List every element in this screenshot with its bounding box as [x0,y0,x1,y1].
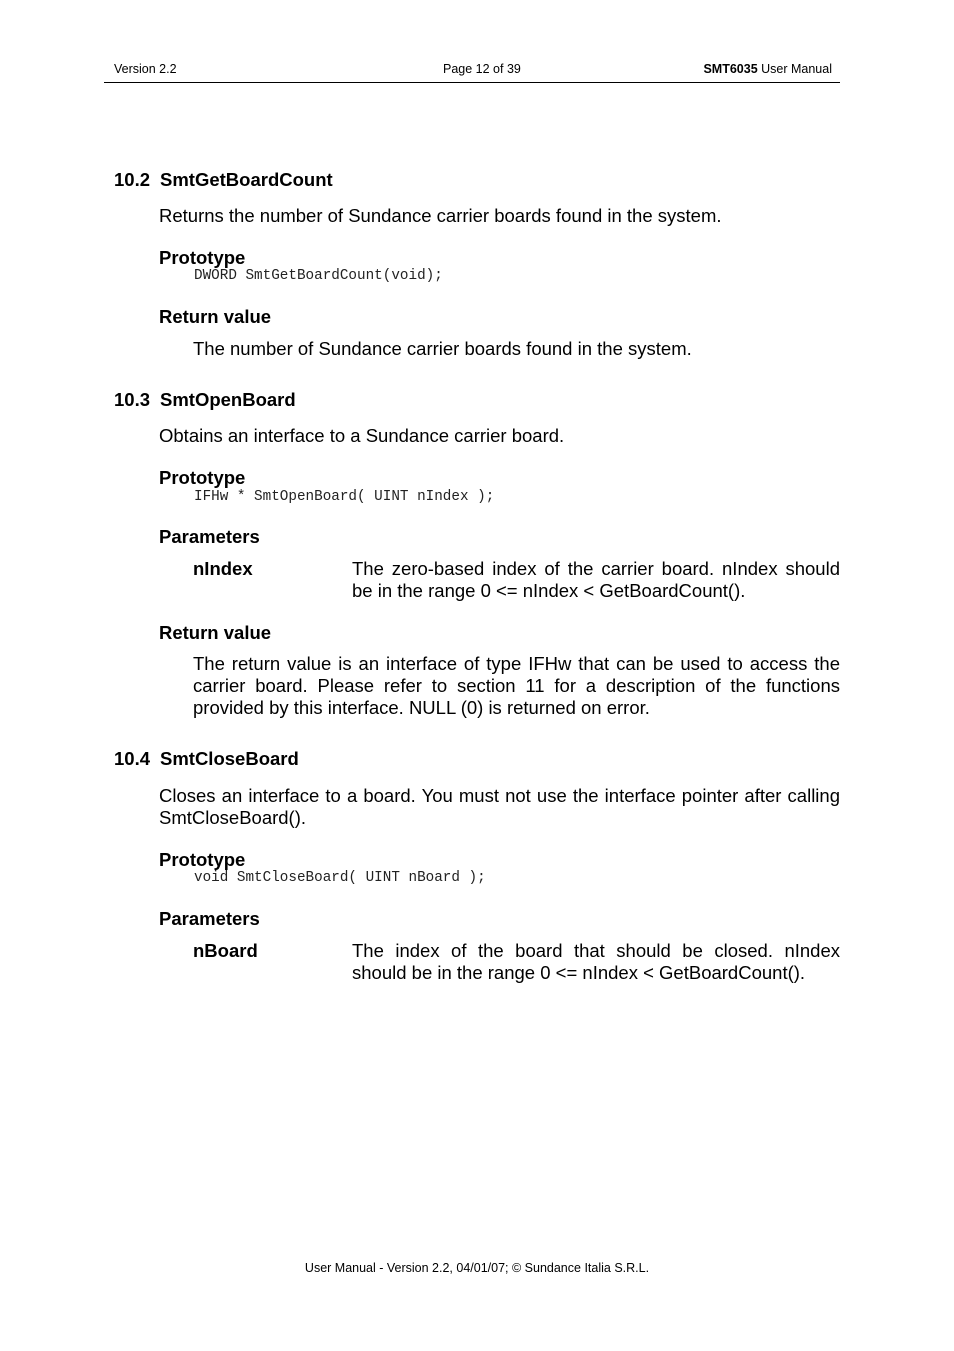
section-title: SmtCloseBoard [160,748,299,769]
section-number: 10.4 [114,748,151,769]
prototype-heading: Prototype [159,247,246,268]
prototype-code: DWORD SmtGetBoardCount(void); [194,268,443,284]
return-value-text: The return value is an interface of type IFHw that can be used to access the carrier board. Please refer to section 11 for a description of the functions provided by this interface. NULL (0) is returned on error. [193,653,840,718]
parameters-heading: Parameters [159,526,260,547]
parameter-name: nBoard [193,940,258,961]
header-product: SMT6035 [703,62,758,76]
return-value-heading: Return value [159,306,272,327]
header-manual: User Manual [757,62,832,76]
prototype-code: IFHw * SmtOpenBoard( UINT nIndex ); [194,489,495,505]
header-divider [104,82,840,83]
return-value-text: The number of Sundance carrier boards found in the system. [193,338,692,359]
section-description: Obtains an interface to a Sundance carrier board. [159,425,565,446]
header-page-number: Page 12 of 39 [443,62,521,76]
section-description: Returns the number of Sundance carrier boards found in the system. [159,205,722,226]
prototype-code: void SmtCloseBoard( UINT nBoard ); [194,870,486,886]
page-footer: User Manual - Version 2.2, 04/01/07; © Sundance Italia S.R.L. [304,1261,650,1275]
prototype-heading: Prototype [159,849,246,870]
parameter-description: The index of the board that should be closed. nIndex should be in the range 0 <= nIndex < GetBoardCount(). [352,940,840,983]
prototype-heading: Prototype [159,467,246,488]
section-heading-10-3 [114,389,296,411]
section-description: Closes an interface to a board. You must not use the interface pointer after calling SmtCloseBoard(). [159,785,840,828]
section-number: 10.3 [114,389,151,410]
parameter-description: The zero-based index of the carrier board. nIndex should be in the range 0 <= nIndex < GetBoardCount(). [352,558,840,601]
parameter-name: nIndex [193,558,253,579]
section-title: SmtOpenBoard [160,389,296,410]
return-value-heading: Return value [159,622,272,643]
section-number: 10.2 [114,169,151,190]
section-title: SmtGetBoardCount [160,169,333,190]
header-manual-title [703,62,832,76]
section-heading-10-4 [114,748,299,770]
parameters-heading: Parameters [159,908,260,929]
header-version: Version 2.2 [114,62,177,76]
section-heading-10-2 [114,169,333,191]
